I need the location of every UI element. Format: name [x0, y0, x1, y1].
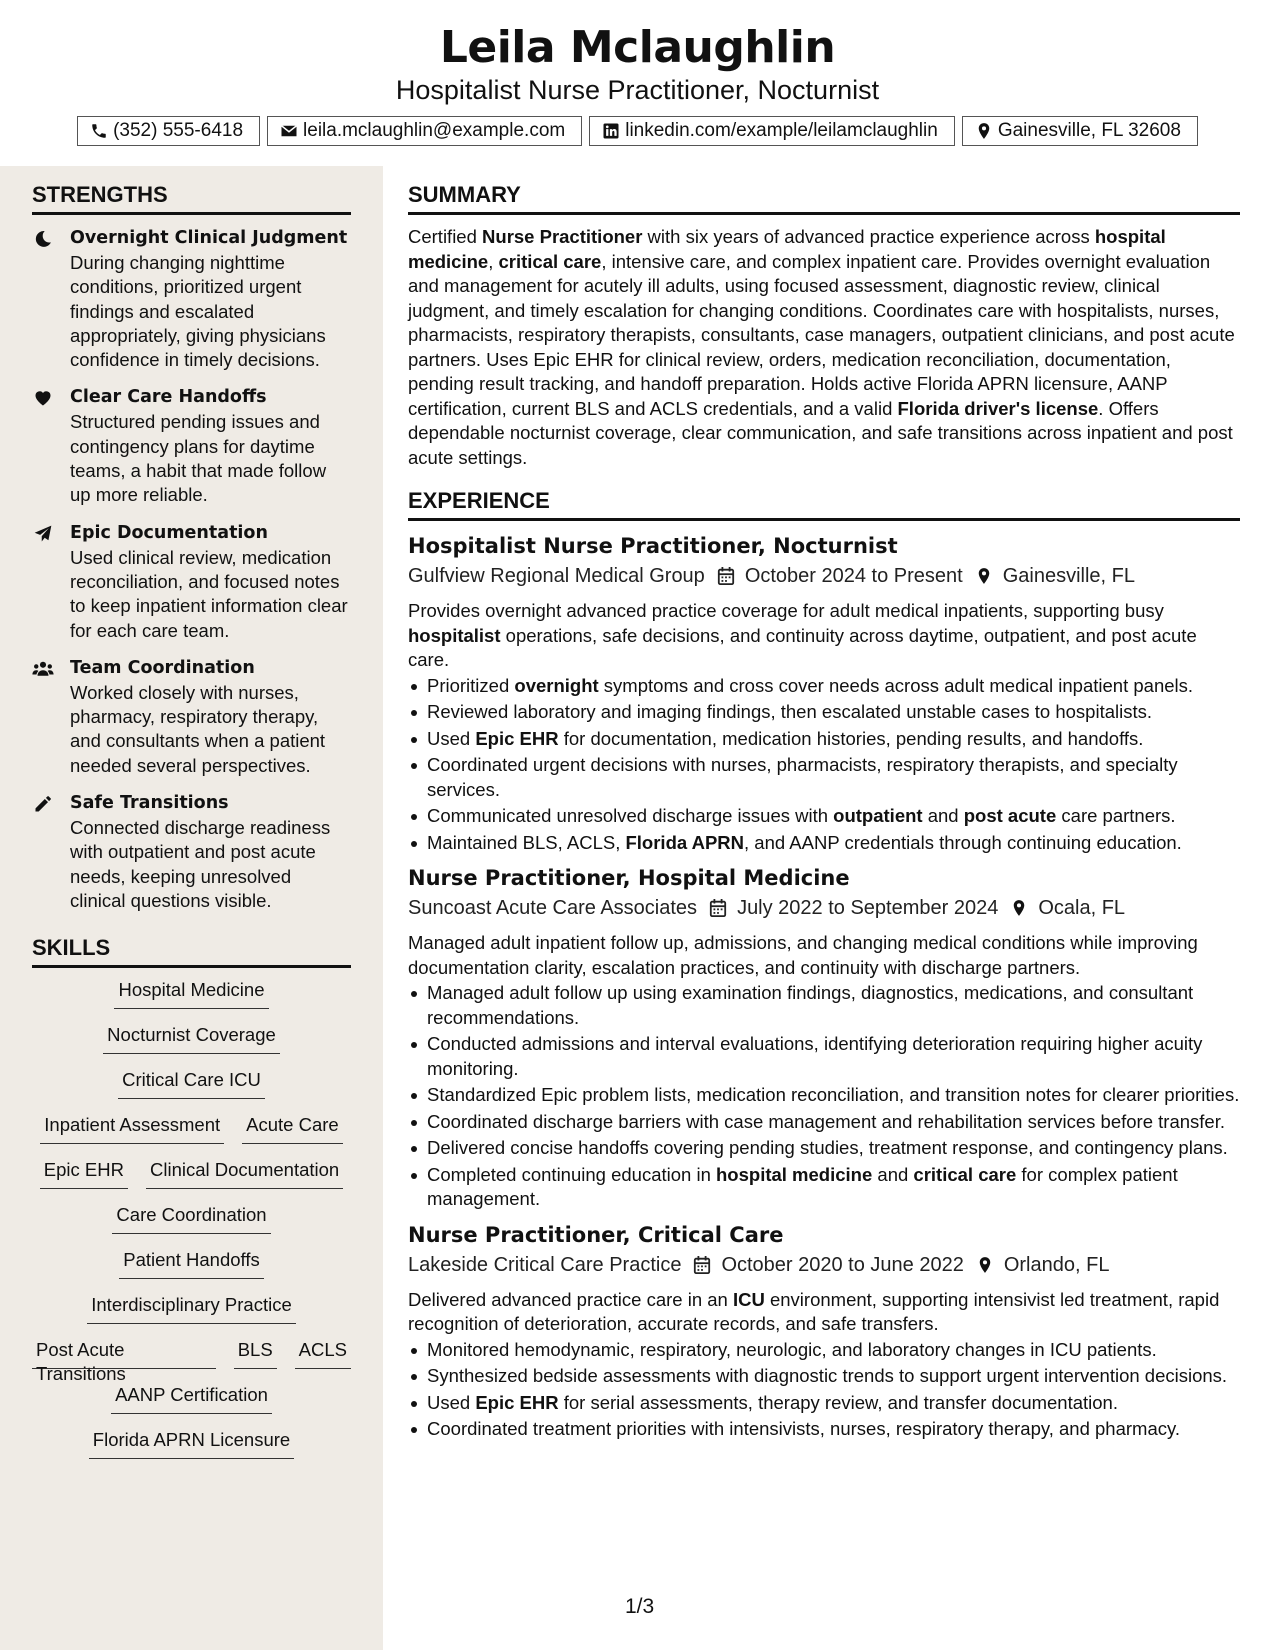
experience-list: [408, 531, 1240, 1442]
skill-tag: Patient Handoffs: [119, 1248, 263, 1279]
job-description: Managed adult inpatient follow up, admissions, and changing medical conditions while improving documentation clarity, escalation practices, and continuity with discharge partners.: [408, 932, 1198, 978]
bold-keyword: critical care: [498, 250, 602, 272]
experience-heading: EXPERIENCE: [408, 488, 1240, 521]
bold-keyword: hospitalist: [408, 624, 501, 646]
bold-keyword: Nurse Practitioner: [482, 226, 643, 247]
contact-location: [962, 116, 1198, 146]
linkedin-text: linkedin.com/example/leilamclaughlin: [625, 120, 938, 141]
bold-keyword: Epic EHR: [475, 727, 559, 749]
job-bullets: [408, 1338, 1240, 1442]
bullet-item: Reviewed laboratory and imaging findings, then escalated unstable cases to hospitalists.: [408, 700, 1240, 725]
bold-keyword: Epic EHR: [475, 1391, 559, 1413]
bold-keyword: critical care: [913, 1163, 1017, 1185]
skill-tag: Interdisciplinary Practice: [87, 1293, 296, 1324]
bold-keyword: hospital medicine: [716, 1163, 873, 1185]
job-title: Nurse Practitioner, Critical Care: [408, 1222, 784, 1247]
envelope-icon: [280, 122, 298, 140]
job-bullets: [408, 981, 1240, 1212]
strength-item: [32, 520, 351, 643]
job-dates: July 2022 to September 2024: [737, 897, 999, 919]
skill-row: [87, 1293, 296, 1338]
skill-tag: Acute Care: [242, 1113, 343, 1144]
bullet-item: Communicated unresolved discharge issues with outpatient and post acute care partners.: [408, 804, 1240, 829]
bullet-item: Coordinated discharge barriers with case management and rehabilitation services before transfer.: [408, 1110, 1240, 1135]
skill-row: [111, 1383, 272, 1428]
job-entry: [408, 531, 1240, 855]
job-dates: October 2020 to June 2022: [721, 1253, 964, 1276]
skill-tag: Care Coordination: [112, 1203, 270, 1234]
contact-email[interactable]: [267, 116, 582, 146]
summary-text: Certified Nurse Practitioner with six years of advanced practice experience across hospital medicine, critical care, intensive care, and complex inpatient care. Provides overnight evaluation and management for acutely ill adults, using focused assessment, diagnostic review, clinical judgment, and timely escalation for changing conditions. Coordinates care with hospitalists, nurses, pharmacists, respiratory therapists, consultants, case managers, outpatient clinicians, and post acute partners. Uses Epic EHR for clinical review, orders, medication reconciliation, documentation, pending result tracking, and handoff preparation. Holds active Florida APRN licensure, AANP certification, current BLS and ACLS credentials, and a valid Florida driver's license. Offers dependable nocturnist coverage, clear communication, and safe transitions across inpatient and post acute settings.: [408, 226, 1235, 468]
resume-header: [0, 0, 1275, 166]
sidebar: [0, 166, 383, 1650]
skill-tag: AANP Certification: [111, 1383, 272, 1414]
summary-heading: SUMMARY: [408, 182, 1240, 215]
skill-row: [32, 1338, 351, 1383]
skill-tag: BLS: [234, 1338, 277, 1369]
skill-tag: ACLS: [295, 1338, 351, 1369]
strength-title: Epic Documentation: [70, 522, 268, 543]
job-description: Delivered advanced practice care in an ICU environment, supporting intensivist led treatment, rapid recognition of deterioration, accurate records, and safe transfers.: [408, 1288, 1220, 1334]
job-dates: October 2024 to Present: [744, 565, 963, 587]
job-location: Ocala, FL: [1038, 897, 1126, 919]
strength-text: Structured pending issues and contingency plans for daytime teams, a habit that made follow up more reliable.: [70, 411, 327, 506]
skill-tag: Post Acute Transitions: [32, 1338, 216, 1369]
strength-item: [32, 225, 351, 372]
bullet-item: Synthesized bedside assessments with diagnostic trends to support urgent intervention decisions.: [408, 1364, 1240, 1389]
skill-tag: Florida APRN Licensure: [89, 1428, 294, 1459]
bold-keyword: hospital medicine: [408, 226, 1166, 272]
candidate-title: Hospitalist Nurse Practitioner, Nocturnist: [395, 75, 880, 105]
contact-linkedin[interactable]: [589, 116, 955, 146]
strength-text: Connected discharge readiness with outpatient and post acute needs, keeping unresolved clinical questions visible.: [70, 817, 331, 911]
contact-bar: [0, 116, 1275, 146]
bold-keyword: ICU: [732, 1288, 765, 1310]
skill-tag: Epic EHR: [40, 1158, 128, 1189]
calendar-icon: [709, 898, 727, 918]
bullet-item: Maintained BLS, ACLS, Florida APRN, and AANP credentials through continuing education.: [408, 831, 1240, 856]
skills-heading: SKILLS: [32, 935, 351, 968]
phone-text: (352) 555-6418: [113, 120, 244, 141]
skill-row: [40, 1158, 343, 1203]
skill-row: [40, 1113, 342, 1158]
bullet-item: Prioritized overnight symptoms and cross cover needs across adult medical inpatient panels.: [408, 674, 1240, 699]
contact-phone[interactable]: [77, 116, 260, 146]
skill-tag: Clinical Documentation: [146, 1158, 343, 1189]
job-description: Provides overnight advanced practice coverage for adult medical inpatients, supporting busy hospitalist operations, safe decisions, and continuity across daytime, outpatient, and post acute care.: [408, 600, 1197, 670]
candidate-name: Leila Mclaughlin: [439, 22, 836, 73]
skill-row: [103, 1023, 280, 1068]
strength-item: [32, 655, 351, 778]
skill-row: [118, 1068, 265, 1113]
job-company: Lakeside Critical Care Practice: [408, 1253, 682, 1276]
map-pin-icon: [1010, 898, 1028, 918]
job-location: Gainesville, FL: [1002, 565, 1136, 587]
bullet-item: Managed adult follow up using examination findings, diagnostics, medications, and consultant recommendations.: [408, 981, 1240, 1030]
main-content: [408, 166, 1240, 1450]
bullet-item: Conducted admissions and interval evaluations, identifying deterioration requiring higher acuity monitoring.: [408, 1032, 1240, 1081]
job-meta: [408, 1250, 1240, 1280]
bullet-item: Used Epic EHR for serial assessments, therapy review, and transfer documentation.: [408, 1391, 1240, 1416]
bullet-item: Coordinated urgent decisions with nurses, pharmacists, respiratory therapists, and specialty services.: [408, 753, 1240, 802]
skill-row: [89, 1428, 294, 1473]
bold-keyword: outpatient: [833, 805, 923, 826]
job-title: Hospitalist Nurse Practitioner, Nocturnist: [408, 534, 898, 558]
skills-list: [32, 978, 351, 1473]
skill-row: [119, 1248, 263, 1293]
bold-keyword: Florida driver's license: [897, 397, 1099, 419]
strength-text: Used clinical review, medication reconciliation, and focused notes to keep inpatient information clear for each care team.: [70, 546, 348, 641]
pencil-icon: [32, 790, 56, 913]
job-entry: [408, 863, 1240, 1212]
job-company: Suncoast Acute Care Associates: [408, 897, 698, 919]
strength-title: Overnight Clinical Judgment: [70, 228, 348, 248]
job-company: Gulfview Regional Medical Group: [408, 565, 705, 587]
job-title: Nurse Practitioner, Hospital Medicine: [408, 866, 850, 890]
skill-tag: Nocturnist Coverage: [103, 1023, 280, 1054]
job-meta: [408, 561, 1240, 591]
map-pin-icon: [975, 122, 993, 140]
email-text: leila.mclaughlin@example.com: [303, 120, 566, 141]
strength-title: Team Coordination: [70, 657, 255, 678]
users-icon: [32, 655, 56, 778]
job-bullets: [408, 674, 1240, 856]
bold-keyword: post acute: [963, 805, 1057, 826]
bullet-item: Completed continuing education in hospital medicine and critical care for complex patient management.: [408, 1163, 1240, 1212]
strengths-heading: STRENGTHS: [32, 182, 351, 215]
linkedin-icon: [602, 122, 620, 140]
strength-title: Clear Care Handoffs: [70, 387, 267, 408]
bullet-item: Delivered concise handoffs covering pending studies, treatment response, and contingency plans.: [408, 1136, 1240, 1161]
job-entry: [408, 1220, 1240, 1442]
strength-item: [32, 384, 351, 507]
moon-icon: [32, 225, 56, 372]
bullet-item: Used Epic EHR for documentation, medication histories, pending results, and handoffs.: [408, 727, 1240, 752]
location-text: Gainesville, FL 32608: [997, 120, 1181, 141]
strength-text: During changing nighttime conditions, prioritized urgent findings and escalated appropriately, giving physicians confidence in timely decisions.: [70, 252, 326, 371]
bold-keyword: Florida APRN: [625, 831, 745, 853]
bullet-item: Coordinated treatment priorities with intensivists, nurses, respiratory therapy, and pharmacy.: [408, 1417, 1240, 1442]
skill-row: [112, 1203, 270, 1248]
bold-keyword: overnight: [514, 674, 599, 696]
skill-tag: Hospital Medicine: [114, 978, 268, 1009]
heart-icon: [32, 384, 56, 507]
bullet-item: Standardized Epic problem lists, medication reconciliation, and transition notes for clearer priorities.: [408, 1083, 1240, 1108]
job-meta: [408, 893, 1240, 923]
phone-icon: [90, 122, 108, 140]
map-pin-icon: [975, 566, 993, 586]
calendar-icon: [717, 566, 735, 586]
bullet-item: Monitored hemodynamic, respiratory, neurologic, and laboratory changes in ICU patients.: [408, 1338, 1240, 1363]
job-location: Orlando, FL: [1003, 1253, 1110, 1276]
map-pin-icon: [976, 1255, 994, 1275]
paper-plane-icon: [32, 520, 56, 643]
skill-row: [114, 978, 268, 1023]
skill-tag: Inpatient Assessment: [40, 1113, 224, 1144]
page-number: 1/3: [625, 1595, 655, 1618]
calendar-icon: [693, 1255, 711, 1275]
strength-text: Worked closely with nurses, pharmacy, respiratory therapy, and consultants when a patient needed several perspectives.: [70, 681, 326, 776]
strength-item: [32, 790, 351, 913]
strength-title: Safe Transitions: [70, 793, 229, 814]
skill-tag: Critical Care ICU: [118, 1068, 265, 1099]
